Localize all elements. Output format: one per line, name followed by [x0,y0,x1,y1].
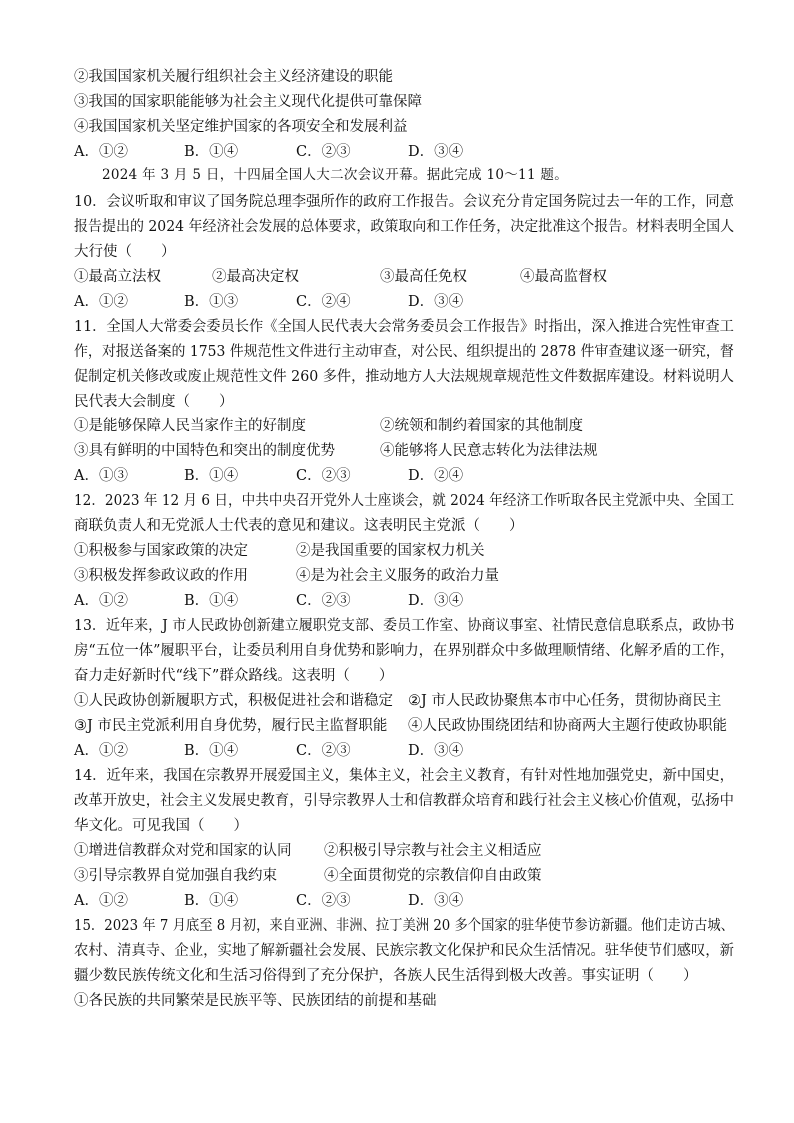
q10-item-2: ②最高决定权 [212,269,299,285]
q13-item-3: ③J 市民主党派利用自身优势，履行民主监督职能 [74,718,388,734]
q10-item-3: ③最高任免权 [380,269,467,285]
q9-option-d: D．③④ [408,144,464,160]
q15-stem-3: 疆少数民族传统文化和生活习俗得到了充分保护，各族人民生活得到极大改善。事实证明（ ） [74,968,698,984]
q14-item-4: ④全面贯彻党的宗教信仰自由政策 [324,868,542,884]
q9-option-c: C．②③ [296,144,351,160]
q14-option-a: A．①② [74,893,128,909]
q13-stem-3: 奋力走好新时代“线下”群众路线。这表明（ ） [74,668,394,684]
q13-option-d: D．③④ [408,743,464,759]
q13-option-c: C．②③ [296,743,351,759]
q11-item-3: ③具有鲜明的中国特色和突出的制度优势 [74,443,335,459]
q11-item-2: ②统领和制约着国家的其他制度 [380,418,583,434]
q11-stem-3: 促制定机关修改或废止规范性文件 260 多件，推动地方人大法规规章规范性文件数据库建设。材料说明人 [74,369,734,385]
q12-item-2: ②是我国重要的国家权力机关 [296,543,485,559]
q10-item-4: ④最高监督权 [520,269,607,285]
q11-item-4: ④能够将人民意志转化为法律法规 [380,443,598,459]
q11-option-c: C．②③ [296,468,351,484]
q9-item-4: ④我国国家机关坚定维护国家的各项安全和发展利益 [74,119,408,135]
q13-option-b: B．①④ [184,743,239,759]
q11-option-a: A．①③ [74,468,128,484]
q14-item-2: ②积极引导宗教与社会主义相适应 [324,843,542,859]
q9-item-3: ③我国的国家职能能够为社会主义现代化提供可靠保障 [74,94,422,110]
q15-stem-2: 农村、清真寺、企业，实地了解新疆社会发展、民族宗教文化保护和民众生活情况。驻华使节们感叹，新 [74,943,734,959]
q10-stem-2: 报告提出的 2024 年经济社会发展的总体要求，政策取向和工作任务，决定批准这个报告。材料表明全国人 [74,219,735,235]
q14-option-c: C．②③ [296,893,351,909]
q9-item-2: ②我国国家机关履行组织社会主义经济建设的职能 [74,69,393,85]
q14-option-b: B．①④ [184,893,239,909]
q12-option-b: B．①④ [184,593,239,609]
q14-stem-3: 华文化。可见我国（ ） [74,818,248,834]
q12-option-a: A．①② [74,593,128,609]
q13-option-a: A．①② [74,743,128,759]
section-intro: 2024 年 3 月 5 日，十四届全国人大二次会议开幕。据此完成 10～11 题。 [102,167,569,183]
q15-item-1: ①各民族的共同繁荣是民族平等、民族团结的前提和基础 [74,993,437,1009]
q9-option-b: B．①④ [184,144,239,160]
q11-stem-2: 作，对报送备案的 1753 件规范性文件进行主动审查，对公民、组织提出的 2878 件审查建议逐一研究，督 [74,344,734,360]
q15-stem-1: 15．2023 年 7 月底至 8 月初，来自亚洲、非洲、拉丁美洲 20 多个国家的驻华使节参访新疆。他们走访古城、 [74,918,734,934]
q10-option-d: D．③④ [408,294,464,310]
q12-option-d: D．③④ [408,593,464,609]
q13-item-1: ①人民政协创新履职方式，积极促进社会和谐稳定 [74,693,393,709]
q10-stem-1: 10．会议听取和审议了国务院总理李强所作的政府工作报告。会议充分肯定国务院过去一年的工作，同意 [74,194,734,210]
q10-option-c: C．②④ [296,294,351,310]
q13-stem-1: 13．近年来，J 市人民政协创新建立履职党支部、委员工作室、协商议事室、社情民意信息联系点，政协书 [74,618,735,634]
q11-stem-4: 民代表大会制度（ ） [74,394,234,410]
q13-item-4: ④人民政协围绕团结和协商两大主题行使政协职能 [408,718,727,734]
q14-item-1: ①增进信教群众对党和国家的认同 [74,843,292,859]
q9-option-a: A．①② [74,144,128,160]
q14-item-3: ③引导宗教界自觉加强自我约束 [74,868,277,884]
q13-item-2: ②J 市人民政协聚焦本市中心任务，贯彻协商民主 [408,693,722,709]
q10-option-b: B．①③ [184,294,239,310]
q14-stem-2: 改革开放史，社会主义发展史教育，引导宗教界人士和信教群众培育和践行社会主义核心价值观，弘扬中 [74,793,734,809]
q11-stem-1: 11．全国人大常委会委员长作《全国人民代表大会常务委员会工作报告》时指出，深入推进合宪性审查工 [74,319,734,335]
q12-stem-2: 商联负责人和无党派人士代表的意见和建议。这表明民主党派（ ） [74,518,524,534]
q10-stem-3: 大行使（ ） [74,244,176,260]
q12-item-3: ③积极发挥参政议政的作用 [74,568,248,584]
q11-option-b: B．①④ [184,468,239,484]
q14-option-d: D．③④ [408,893,464,909]
q10-option-a: A．①② [74,294,128,310]
q13-stem-2: 房“五位一体”履职平台，让委员利用自身优势和影响力，在界别群众中多做理顺情绪、化解矛盾的工作， [74,643,735,659]
q10-item-1: ①最高立法权 [74,269,161,285]
q12-item-4: ④是为社会主义服务的政治力量 [296,568,499,584]
q14-stem-1: 14．近年来，我国在宗教界开展爱国主义，集体主义，社会主义教育，有针对性地加强党史，新中国史， [74,768,734,784]
q11-option-d: D．②④ [408,468,464,484]
q11-item-1: ①是能够保障人民当家作主的好制度 [74,418,306,434]
q12-item-1: ①积极参与国家政策的决定 [74,543,248,559]
q12-option-c: C．②③ [296,593,351,609]
q12-stem-1: 12．2023 年 12 月 6 日，中共中央召开党外人士座谈会，就 2024 年经济工作听取各民主党派中央、全国工 [74,493,735,509]
